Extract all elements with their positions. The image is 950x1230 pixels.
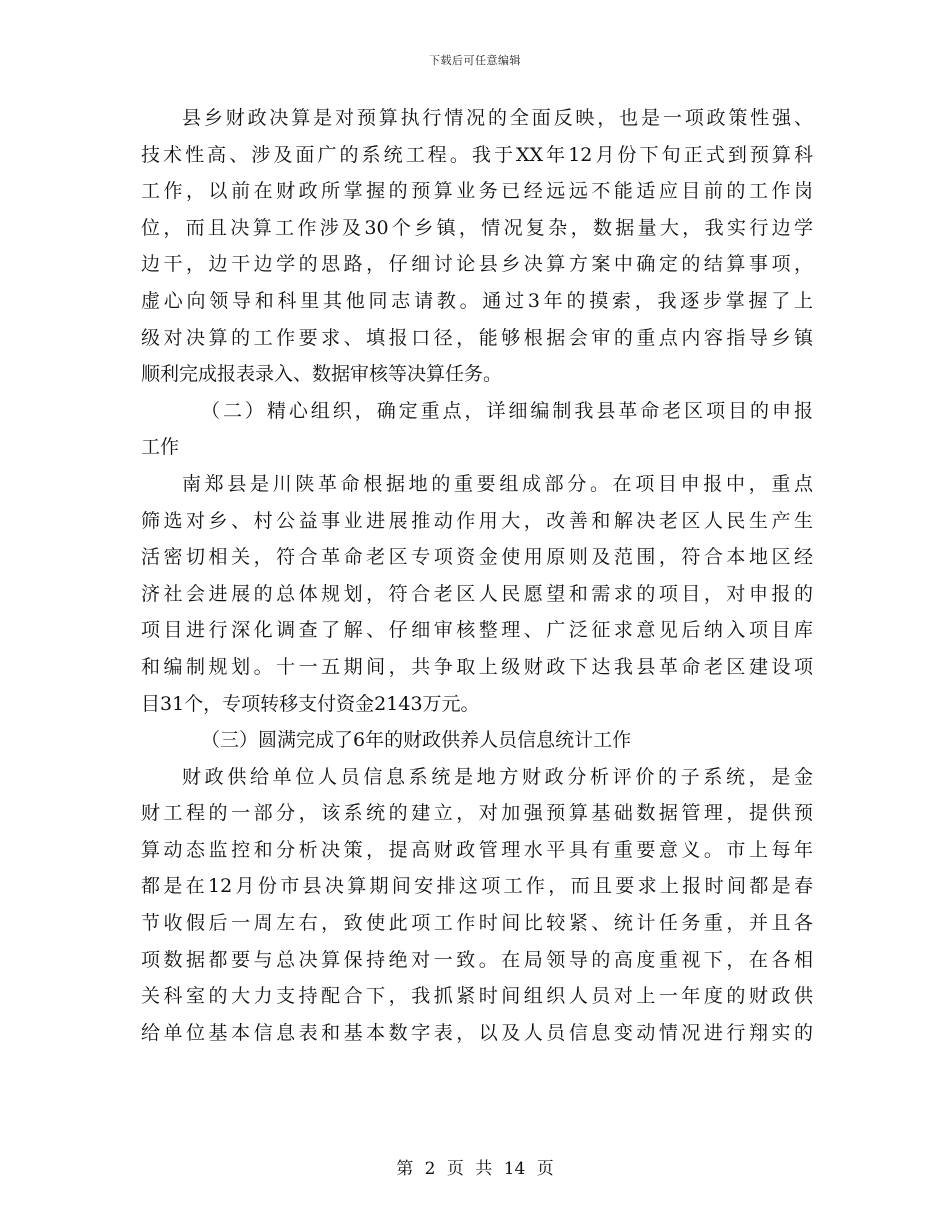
- page-footer: 第 2 页 共 14 页: [396, 1159, 554, 1179]
- text-line: 节收假后一周左右，致使此项工作时间比较紧、统计任务重，并且各: [141, 912, 813, 935]
- document-body: [141, 100, 813, 1051]
- text-line: 目31个，专项转移支付资金2143万元。: [141, 692, 480, 715]
- text-line: 技术性高、涉及面广的系统工程。我于XX年12月份下旬正式到预算科: [141, 143, 813, 166]
- text-line: 关科室的大力支持配合下，我抓紧时间组织人员对上一年度的财政供: [141, 985, 813, 1008]
- text-line: 县乡财政决算是对预算执行情况的全面反映，也是一项政策性强、: [182, 107, 813, 129]
- text-line: 位，而且决算工作涉及30个乡镇，情况复杂，数据量大，我实行边学: [141, 216, 813, 239]
- text-line: 算动态监控和分析决策，提高财政管理水平具有重要意义。市上每年: [141, 838, 813, 861]
- text-line: 都是在12月份市县决算期间安排这项工作，而且要求上报时间都是春: [141, 875, 813, 898]
- section-heading-cont: 工作: [141, 436, 180, 459]
- page-header: 下载后可任意编辑: [429, 54, 521, 67]
- text-line: 财工程的一部分，该系统的建立，对加强预算基础数据管理，提供预: [141, 802, 813, 825]
- section-heading: （二）精心组织，确定重点，详细编制我县革命老区项目的申报: [201, 399, 813, 422]
- text-line: 项数据都要与总决算保持绝对一致。在局领导的高度重视下，在各相: [141, 948, 813, 971]
- text-line: 济社会进展的总体规划，符合老区人民愿望和需求的项目，对申报的: [141, 582, 813, 605]
- text-line: 南郑县是川陕革命根据地的重要组成部分。在项目申报中，重点: [182, 472, 813, 495]
- text-line: 财政供给单位人员信息系统是地方财政分析评价的子系统，是金: [182, 765, 813, 788]
- text-line: 筛选对乡、村公益事业进展推动作用大，改善和解决老区人民生产生: [141, 509, 813, 532]
- text-line: 工作，以前在财政所掌握的预算业务已经远远不能适应目前的工作岗: [141, 180, 813, 203]
- text-line: 给单位基本信息表和基本数字表，以及人员信息变动情况进行翔实的: [141, 1021, 813, 1044]
- text-line: 和编制规划。十一五期间，共争取上级财政下达我县革命老区建设项: [141, 655, 813, 678]
- section-heading: （三）圆满完成了6年的财政供养人员信息统计工作: [201, 729, 632, 752]
- text-line: 项目进行深化调查了解、仔细审核整理、广泛征求意见后纳入项目库: [141, 619, 813, 642]
- text-line: 活密切相关，符合革命老区专项资金使用原则及范围，符合本地区经: [141, 546, 813, 569]
- text-line: 级对决算的工作要求、填报口径，能够根据会审的重点内容指导乡镇: [141, 326, 813, 349]
- text-line: 顺利完成报表录入、数据审核等决算任务。: [141, 363, 503, 386]
- text-line: 边干，边干边学的思路，仔细讨论县乡决算方案中确定的结算事项，: [141, 253, 813, 276]
- text-line: 虚心向领导和科里其他同志请教。通过3年的摸索，我逐步掌握了上: [141, 289, 813, 312]
